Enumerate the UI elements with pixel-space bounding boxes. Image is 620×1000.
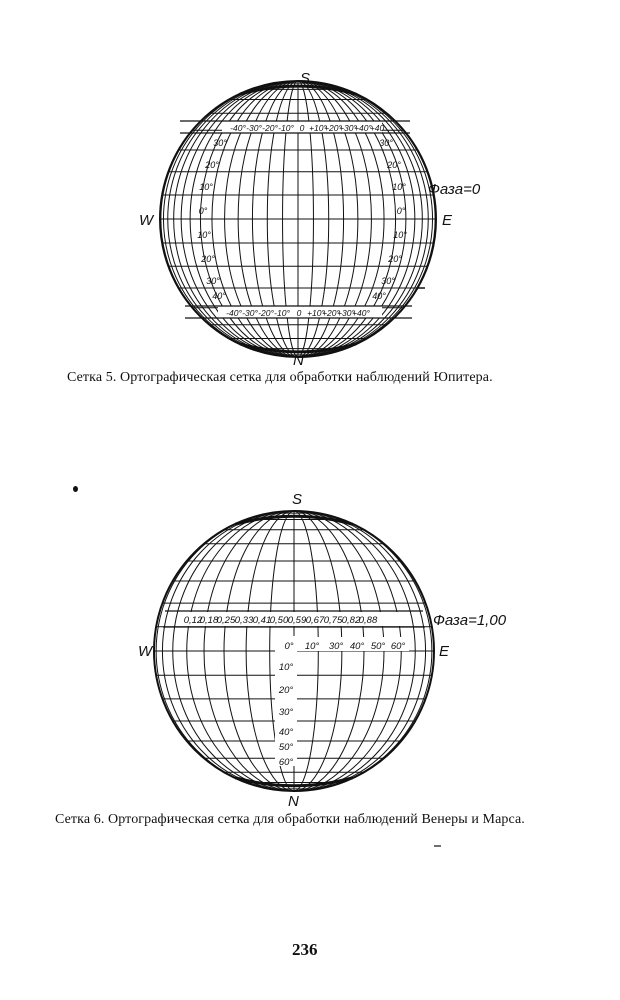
- fig6-lat-label: 10°: [278, 662, 294, 673]
- fig5-top-lon-label: +30°: [339, 123, 357, 133]
- fig5-right-lat-label: 30°: [379, 138, 393, 148]
- fig5-top-lon-label: +20°: [324, 123, 342, 133]
- fig6-phase-scale-label: 0,12: [183, 615, 203, 626]
- fig6-phase-scale-label: 0,88: [358, 615, 378, 626]
- fig5-top-lon-label: 0: [299, 123, 305, 133]
- page-number: 236: [292, 940, 318, 959]
- fig6-phase-scale-label: 0,33: [234, 615, 254, 626]
- fig5-right-lat-label: 10°: [392, 182, 406, 192]
- fig5-top-lon-label: +10°: [309, 123, 327, 133]
- fig6-lon-label: 50°: [370, 641, 386, 652]
- fig5-bottom-pole-label: N: [293, 352, 304, 369]
- fig5-left-lat-label: 0°: [198, 206, 208, 216]
- fig6-lon-label: 30°: [328, 641, 344, 652]
- fig6-lat-label: 50°: [278, 742, 294, 753]
- fig5-bottom-lon-label: +20°: [322, 308, 340, 318]
- fig5-top-lon-label: -30°: [246, 123, 262, 133]
- fig6-lon-label: 60°: [390, 641, 406, 652]
- fig5-west-label: W: [139, 212, 154, 229]
- fig5-top-lon-label: -40°: [230, 123, 246, 133]
- fig6-lon-label: 10°: [304, 641, 320, 652]
- fig5-top-pole-label: S: [300, 70, 311, 87]
- fig5-bottom-lon-label: +30°: [337, 308, 355, 318]
- fig6-caption: Сетка 6. Ортографическая сетка для обработки наблюдений Венеры и Марса.: [55, 812, 525, 827]
- fig6-phase-scale-label: 0,67: [305, 615, 325, 626]
- fig5-left-lat-label: 20°: [201, 254, 215, 264]
- fig5-bottom-lon-label: +10°: [307, 308, 325, 318]
- fig5-top-lon-label: -20°: [262, 123, 278, 133]
- fig6-phase-scale-label: 0,82: [341, 615, 361, 626]
- fig5-top-lon-label: +40: [369, 123, 385, 133]
- fig6-east-label: E: [439, 643, 450, 660]
- fig6-phase-label: Фаза=1,00: [433, 612, 507, 629]
- fig6-top-pole-label: S: [292, 491, 303, 508]
- fig6-phase-scale-label: 0,75: [323, 615, 343, 626]
- fig5-left-lat-label: 30°: [213, 138, 227, 148]
- fig5-right-lat-label: 20°: [387, 160, 401, 170]
- fig6-phase-scale-label: 0,18: [199, 615, 219, 626]
- fig5-top-lon-label: +40°: [354, 123, 372, 133]
- fig6-phase-scale-label: 0,25: [216, 615, 236, 626]
- fig5-top-lon-label: -10°: [278, 123, 294, 133]
- fig6-lon-label: 40°: [349, 641, 365, 652]
- fig6-lat-label: 20°: [278, 685, 294, 696]
- fig6-phase-scale-label: 0,50: [269, 615, 289, 626]
- fig5-bottom-lon-label: -20°: [258, 308, 274, 318]
- fig5-phase-label: Фаза=0: [428, 181, 481, 198]
- fig6-bottom-pole-label: N: [288, 793, 299, 810]
- fig6-west-label: W: [138, 643, 153, 660]
- fig5-bottom-lon-label: -40°: [226, 308, 242, 318]
- fig5-left-lat-label: 40°: [212, 291, 226, 301]
- fig5-east-label: E: [442, 212, 453, 229]
- fig5-left-lat-label: 10°: [197, 230, 211, 240]
- fig6-lat-label: 30°: [278, 707, 294, 718]
- fig6-lat-label: 40°: [278, 727, 294, 738]
- fig6-phase-scale-label: 0,59: [287, 615, 307, 626]
- fig5-bottom-lon-label: -10°: [274, 308, 290, 318]
- fig6-phase-scale-label: 0,41: [252, 615, 272, 626]
- fig5-left-lat-label: 30°: [206, 276, 220, 286]
- fig5-right-lat-label: 10°: [393, 230, 407, 240]
- fig5-right-lat-label: 30°: [381, 276, 395, 286]
- fig5-right-lat-label: 20°: [388, 254, 402, 264]
- fig6-lat-label: 60°: [278, 757, 294, 768]
- fig5-left-lat-label: 10°: [199, 182, 213, 192]
- fig5-bottom-lon-label: +40°: [352, 308, 370, 318]
- fig5-left-lat-label: 20°: [205, 160, 219, 170]
- fig5-right-lat-label: 0°: [396, 206, 406, 216]
- fig5-right-lat-label: 40°: [372, 291, 386, 301]
- fig5-bottom-lon-label: 0: [296, 308, 302, 318]
- fig5-caption: Сетка 5. Ортографическая сетка для обработки наблюдений Юпитера.: [67, 370, 493, 385]
- fig6-lon-label: 0°: [284, 641, 294, 652]
- fig5-bottom-lon-label: -30°: [242, 308, 258, 318]
